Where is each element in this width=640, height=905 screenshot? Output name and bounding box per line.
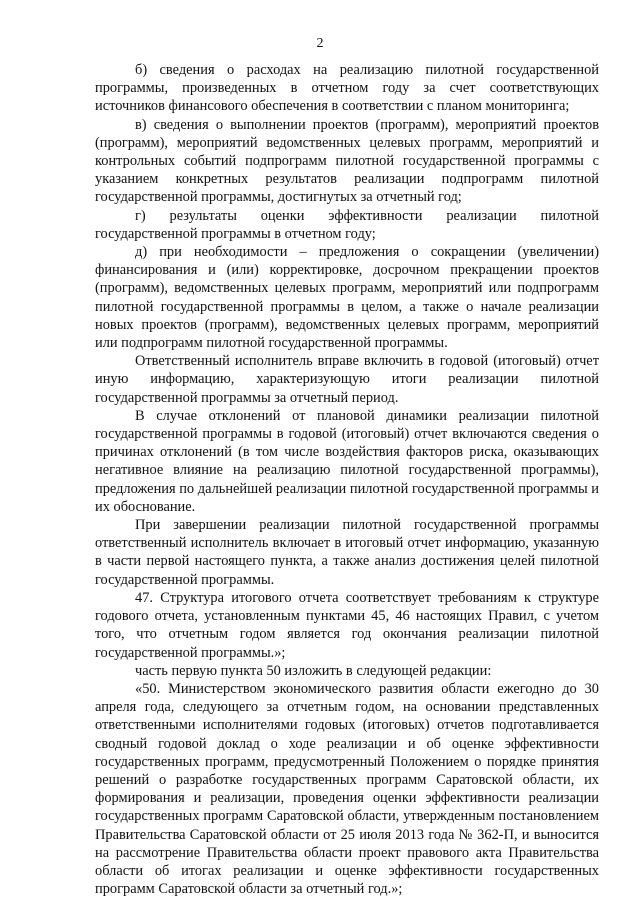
paragraph-amendment-50: часть первую пункта 50 изложить в следующей редакции: [135, 662, 492, 679]
paragraph-g: г) результаты оценки эффективности реализации пилотной государственной программы в отчетном году; [95, 207, 599, 242]
paragraph-v: в) сведения о выполнении проектов (программ), мероприятий проектов (программ), мероприятий ведомственных целевых программ, мероприятий и контрольных событий подпрограмм пилотной государственной программы с указанием конкретных результатов реализации подпрограмм пилотной государственной программы, достигнутых за отчетный год; [95, 116, 599, 206]
paragraph-completion: При завершении реализации пилотной государственной программы ответственный исполнитель включает в итоговый отчет информацию, указанную в части первой настоящего пункта, а также анализ достижения целей пилотной государственной программы. [95, 517, 599, 588]
paragraph-b: б) сведения о расходах на реализацию пилотной государственной программы, произведенных в отчетном году за счет соответствующих источников финансового обеспечения в соответствии с планом мониторинга; [95, 62, 599, 115]
page-number: 2 [316, 36, 324, 51]
paragraph-d: д) при необходимости – предложения о сокращении (увеличении) финансирования и (или) корректировке, досрочном прекращении проектов (программ), ведомственных целевых программ, мероприятий или подпрограмм пилотной государственной программы в целом, а также о начале реализации новых проектов (программ), ведомственных целевых программ, мероприятий или подпрограмм пилотной государственной программы. [95, 244, 599, 352]
paragraph-47: 47. Структура итогового отчета соответствует требованиям к структуре годового отчета, установленным пунктами 45, 46 настоящих Правил, с учетом того, что отчетным годом является год окончания реализации пилотной государственной программы.»; [95, 589, 599, 661]
paragraph-deviations: В случае отклонений от плановой динамики реализации пилотной государственной программы в годовой (итоговый) отчет включаются сведения о причинах отклонений (в том числе воздействия факторов риска, оказывающих негативное влияние на реализацию пилотной государственной программы), предложения по дальнейшей реализации пилотной государственной программы и их обоснование. [95, 407, 599, 515]
paragraph-additional-info: Ответственный исполнитель вправе включить в годовой (итоговый) отчет иную информацию, характеризующую итоги реализации пилотной государственной программы за отчетный период. [95, 353, 599, 406]
document-body [95, 61, 599, 898]
paragraph-50: «50. Министерством экономического развития области ежегодно до 30 апреля года, следующего за отчетным годом, на основании представленных ответственными исполнителями годовых (итоговых) отчетов подготавливается сводный годовой доклад о ходе реализации и об оценке эффективности государственных программ, предусмотренный Положением о порядке принятия решений о разработке государственных программ Саратовской области, их формирования и реализации, проведения оценки эффективности реализации государственных программ Саратовской области, утвержденным постановлением Правительства Саратовской области от 25 июля 2013 года № 362-П, и выносится на рассмотрение Правительства области проект правового акта Правительства области об итогах реализации и оценке эффективности государственных программ Саратовской области за отчетный год.»; [95, 680, 599, 898]
